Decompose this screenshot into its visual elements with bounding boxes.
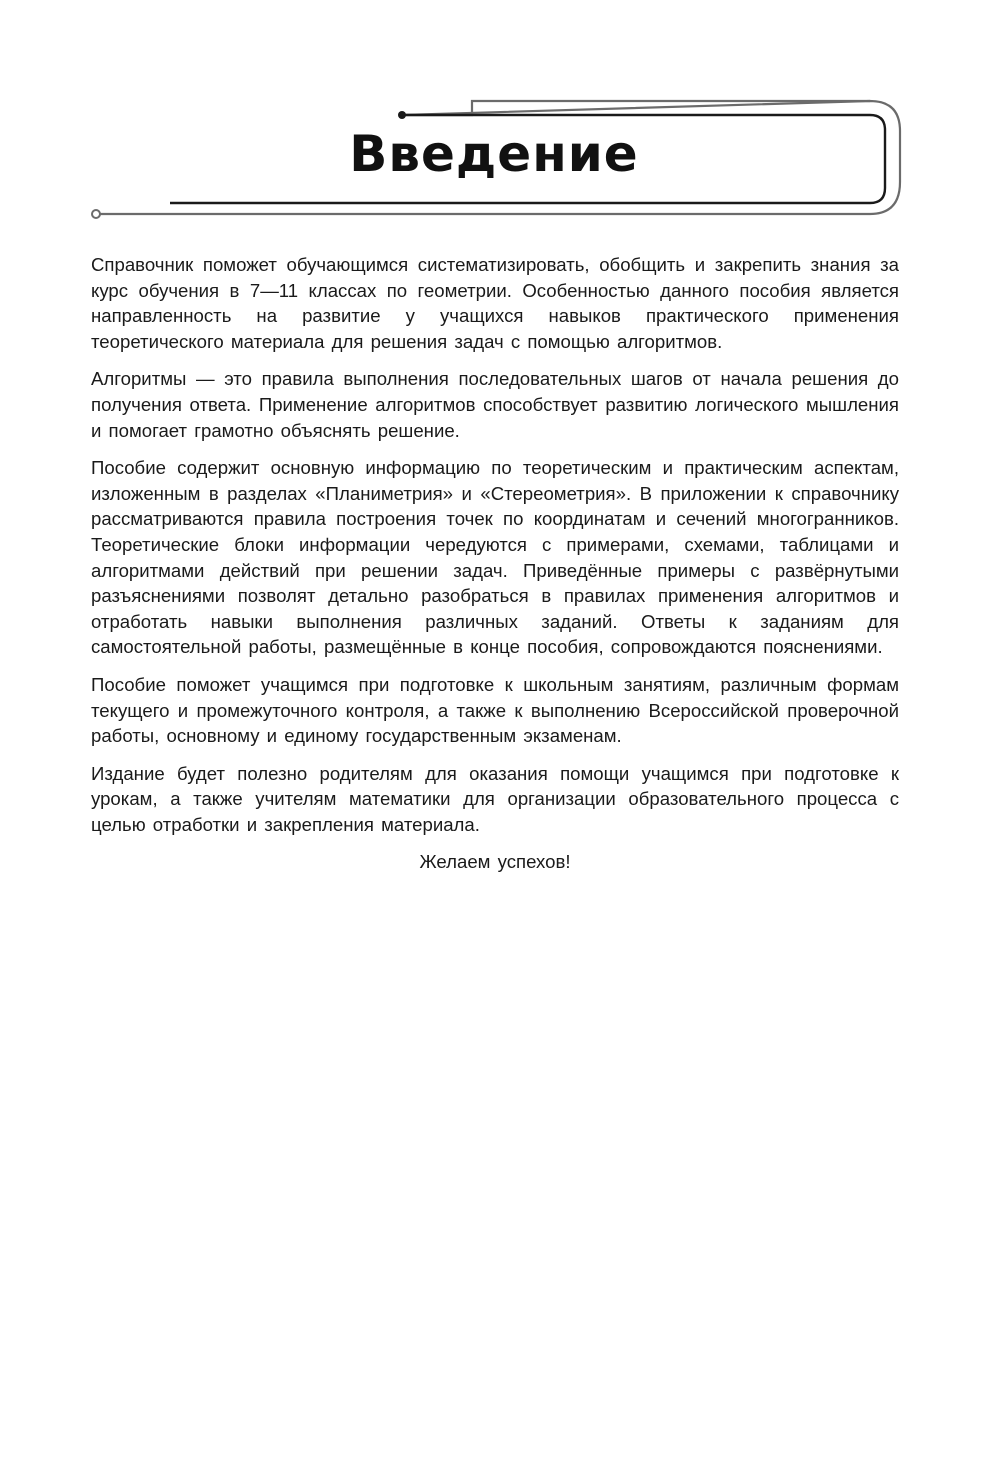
paragraph-exam-prep: Пособие поможет учащимся при подготовке к школьным занятиям, различным формам текущего и промежуточного контроля, а также к выполнению Всероссийской проверочной работы, основному и единому государственным экзаменам. xyxy=(91,673,899,747)
heading-block xyxy=(84,96,904,226)
closing-wish: Желаем успехов! xyxy=(419,851,571,873)
page-title: Введение xyxy=(349,125,639,183)
paragraph-algorithms: Алгоритмы — это правила выполнения последовательных шагов от начала решения до получения ответа. Применение алгоритмов способствует развитию логического мышления и помогает грамотно объяснять решение. xyxy=(91,368,899,441)
frame-circle-icon xyxy=(92,210,100,218)
paragraph-contents: Пособие содержит основную информацию по теоретическим и практическим аспектам, изложенным в разделах «Планиметрия» и «Стереометрия». В приложении к справочнику рассматриваются правила построения точек по координатам и сечений многогранников. Теоретические блоки информации чередуются с примерами, схемами, таблицами и алгоритмами действий при решении задач. Приведённые примеры с развёрнутыми разъяснениями позволят детально разобраться в правилах применения алгоритмов и отработать навыки выполнения различных заданий. Ответы к заданиям для самостоятельной работы, размещённые в конце пособия, сопровождаются пояснениями. xyxy=(91,457,899,658)
paragraph-audience: Издание будет полезно родителям для оказания помощи учащимся при подготовке к урокам, а также учителям математики для организации образовательного процесса с целью отработки и закрепления материала. xyxy=(91,762,899,835)
frame-dot-icon xyxy=(398,111,406,119)
body-text xyxy=(91,252,899,887)
paragraph-intro: Справочник поможет обучающимся систематизировать, обобщить и закрепить знания за курс обучения в 7—11 классах по геометрии. Особенностью данного пособия является направленность на развитие у учащихся навыков практического применения теоретического материала для решения задач с помощью алгоритмов. xyxy=(91,254,899,352)
